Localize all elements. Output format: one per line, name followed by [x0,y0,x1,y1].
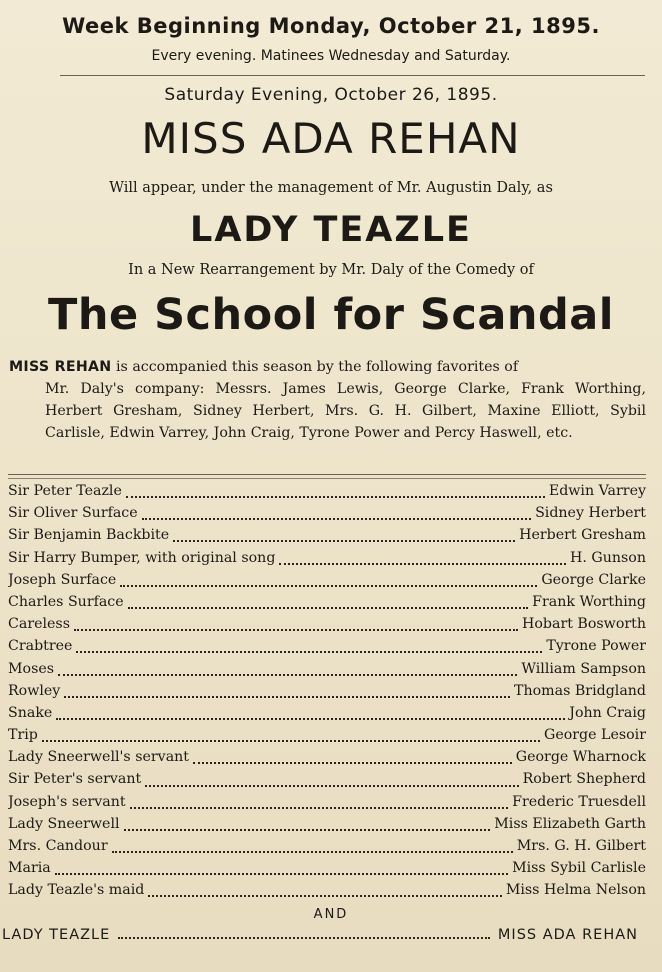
cast-character: Mrs. Candour [8,838,108,854]
cast-actor: George Clarke [541,571,646,588]
leader-dots [64,696,510,698]
performance-date: Saturday Evening, October 26, 1895. [164,85,498,105]
cast-actor: Hobart Bosworth [521,616,646,633]
company-text-first: is accompanied this season by the following favorites of [111,359,519,375]
cast-character: Trip [8,727,38,744]
finale-actor: MISS ADA REHAN [497,927,638,943]
cast-character: Careless [8,616,70,633]
company-paragraph [9,356,646,444]
cast-actor: H. Gunson [570,549,646,566]
cast-row [8,727,646,749]
divider [8,478,646,479]
cast-actor: Tyrone Power [546,638,646,655]
role-title: LADY TEAZLE [190,210,472,250]
leader-dots [126,496,545,498]
cast-character: Charles Surface [8,593,124,610]
cast-character: Sir Harry Bumper, with original song [8,549,276,566]
leader-dots [74,629,518,631]
leader-dots [42,740,540,742]
cast-row [8,838,646,860]
cast-character: Maria [8,860,51,877]
play-title: The School for Scandal [48,290,614,340]
company-lead: MISS REHAN [9,359,112,375]
and-separator: AND [313,907,349,922]
cast-actor: George Wharnock [515,749,646,766]
cast-actor: Frederic Truesdell [512,793,646,810]
week-heading: Week Beginning Monday, October 21, 1895. [62,14,600,38]
cast-row [8,816,646,838]
cast-row [8,638,646,660]
leader-dots [124,829,491,831]
cast-row [8,794,646,816]
cast-actor: Miss Elizabeth Garth [494,815,646,832]
management-line: Will appear, under the management of Mr. Augustin Daly, as [109,180,553,196]
cast-row [8,860,646,882]
cast-character: Crabtree [8,638,73,655]
cast-actor: Sidney Herbert [535,505,646,522]
cast-character: Lady Sneerwell [8,815,120,832]
leader-dots [142,518,531,520]
cast-actor: Miss Helma Nelson [505,882,646,899]
cast-character: Sir Benjamin Backbite [8,527,170,544]
leader-dots [128,607,528,609]
leader-dots [145,785,518,787]
cast-actor: Herbert Gresham [519,527,646,544]
schedule-line: Every evening. Matinees Wednesday and Saturday. [151,48,511,64]
cast-character: Lady Teazle's maid [8,882,145,899]
cast-row [8,771,646,793]
cast-row [8,550,646,572]
leader-dots [55,873,508,875]
cast-row [8,572,646,594]
cast-row [8,683,646,705]
leader-dots [130,807,509,809]
divider [60,75,645,76]
company-text-rest: Mr. Daly's company: Messrs. James Lewis, George Clarke, Frank Worthing, Herbert Gresham, Sidney Herbert, Mrs. G. H. Gilbert, Maxine Elliott, Sybil Carlisle, Edwin Varrey, John Craig, Tyrone Power and Percy Haswell, etc. [45,381,646,441]
cast-actor: Miss Sybil Carlisle [512,860,646,877]
leader-dots [56,718,565,720]
leader-dots [279,563,566,565]
cast-character: Moses [8,660,55,677]
leader-dots [120,585,537,587]
finale-character: LADY TEAZLE [2,927,111,943]
leader-dots [173,540,515,542]
divider [8,474,646,475]
leader-dots [112,851,513,853]
cast-actor: Edwin Varrey [548,483,646,499]
cast-character: Snake [8,704,53,721]
cast-character: Joseph Surface [8,571,117,588]
cast-actor: Mrs. G. H. Gilbert [516,838,646,854]
cast-row [8,882,646,904]
rearrangement-line: In a New Rearrangement by Mr. Daly of the Comedy of [128,262,534,278]
cast-row [8,483,646,505]
cast-row [8,527,646,549]
cast-actor: John Craig [569,704,646,721]
cast-row [8,505,646,527]
leader-dots [118,937,490,939]
cast-character: Rowley [8,682,61,699]
star-name: MISS ADA REHAN [141,114,521,163]
cast-actor: Frank Worthing [532,593,646,610]
cast-actor: George Lesoir [543,727,646,744]
cast-character: Joseph's servant [8,793,126,810]
finale-row [2,927,638,943]
cast-character: Sir Peter Teazle [8,483,122,499]
cast-actor: Robert Shepherd [522,771,646,788]
cast-row [8,705,646,727]
cast-character: Sir Oliver Surface [8,505,138,522]
cast-row [8,594,646,616]
cast-list [8,483,646,905]
leader-dots [58,674,517,676]
cast-actor: Thomas Bridgland [514,682,646,699]
cast-row [8,661,646,683]
leader-dots [148,895,501,897]
cast-character: Lady Sneerwell's servant [8,749,189,766]
cast-row [8,616,646,638]
leader-dots [193,762,512,764]
cast-actor: William Sampson [521,660,646,677]
leader-dots [76,651,542,653]
cast-row [8,749,646,771]
cast-character: Sir Peter's servant [8,771,142,788]
